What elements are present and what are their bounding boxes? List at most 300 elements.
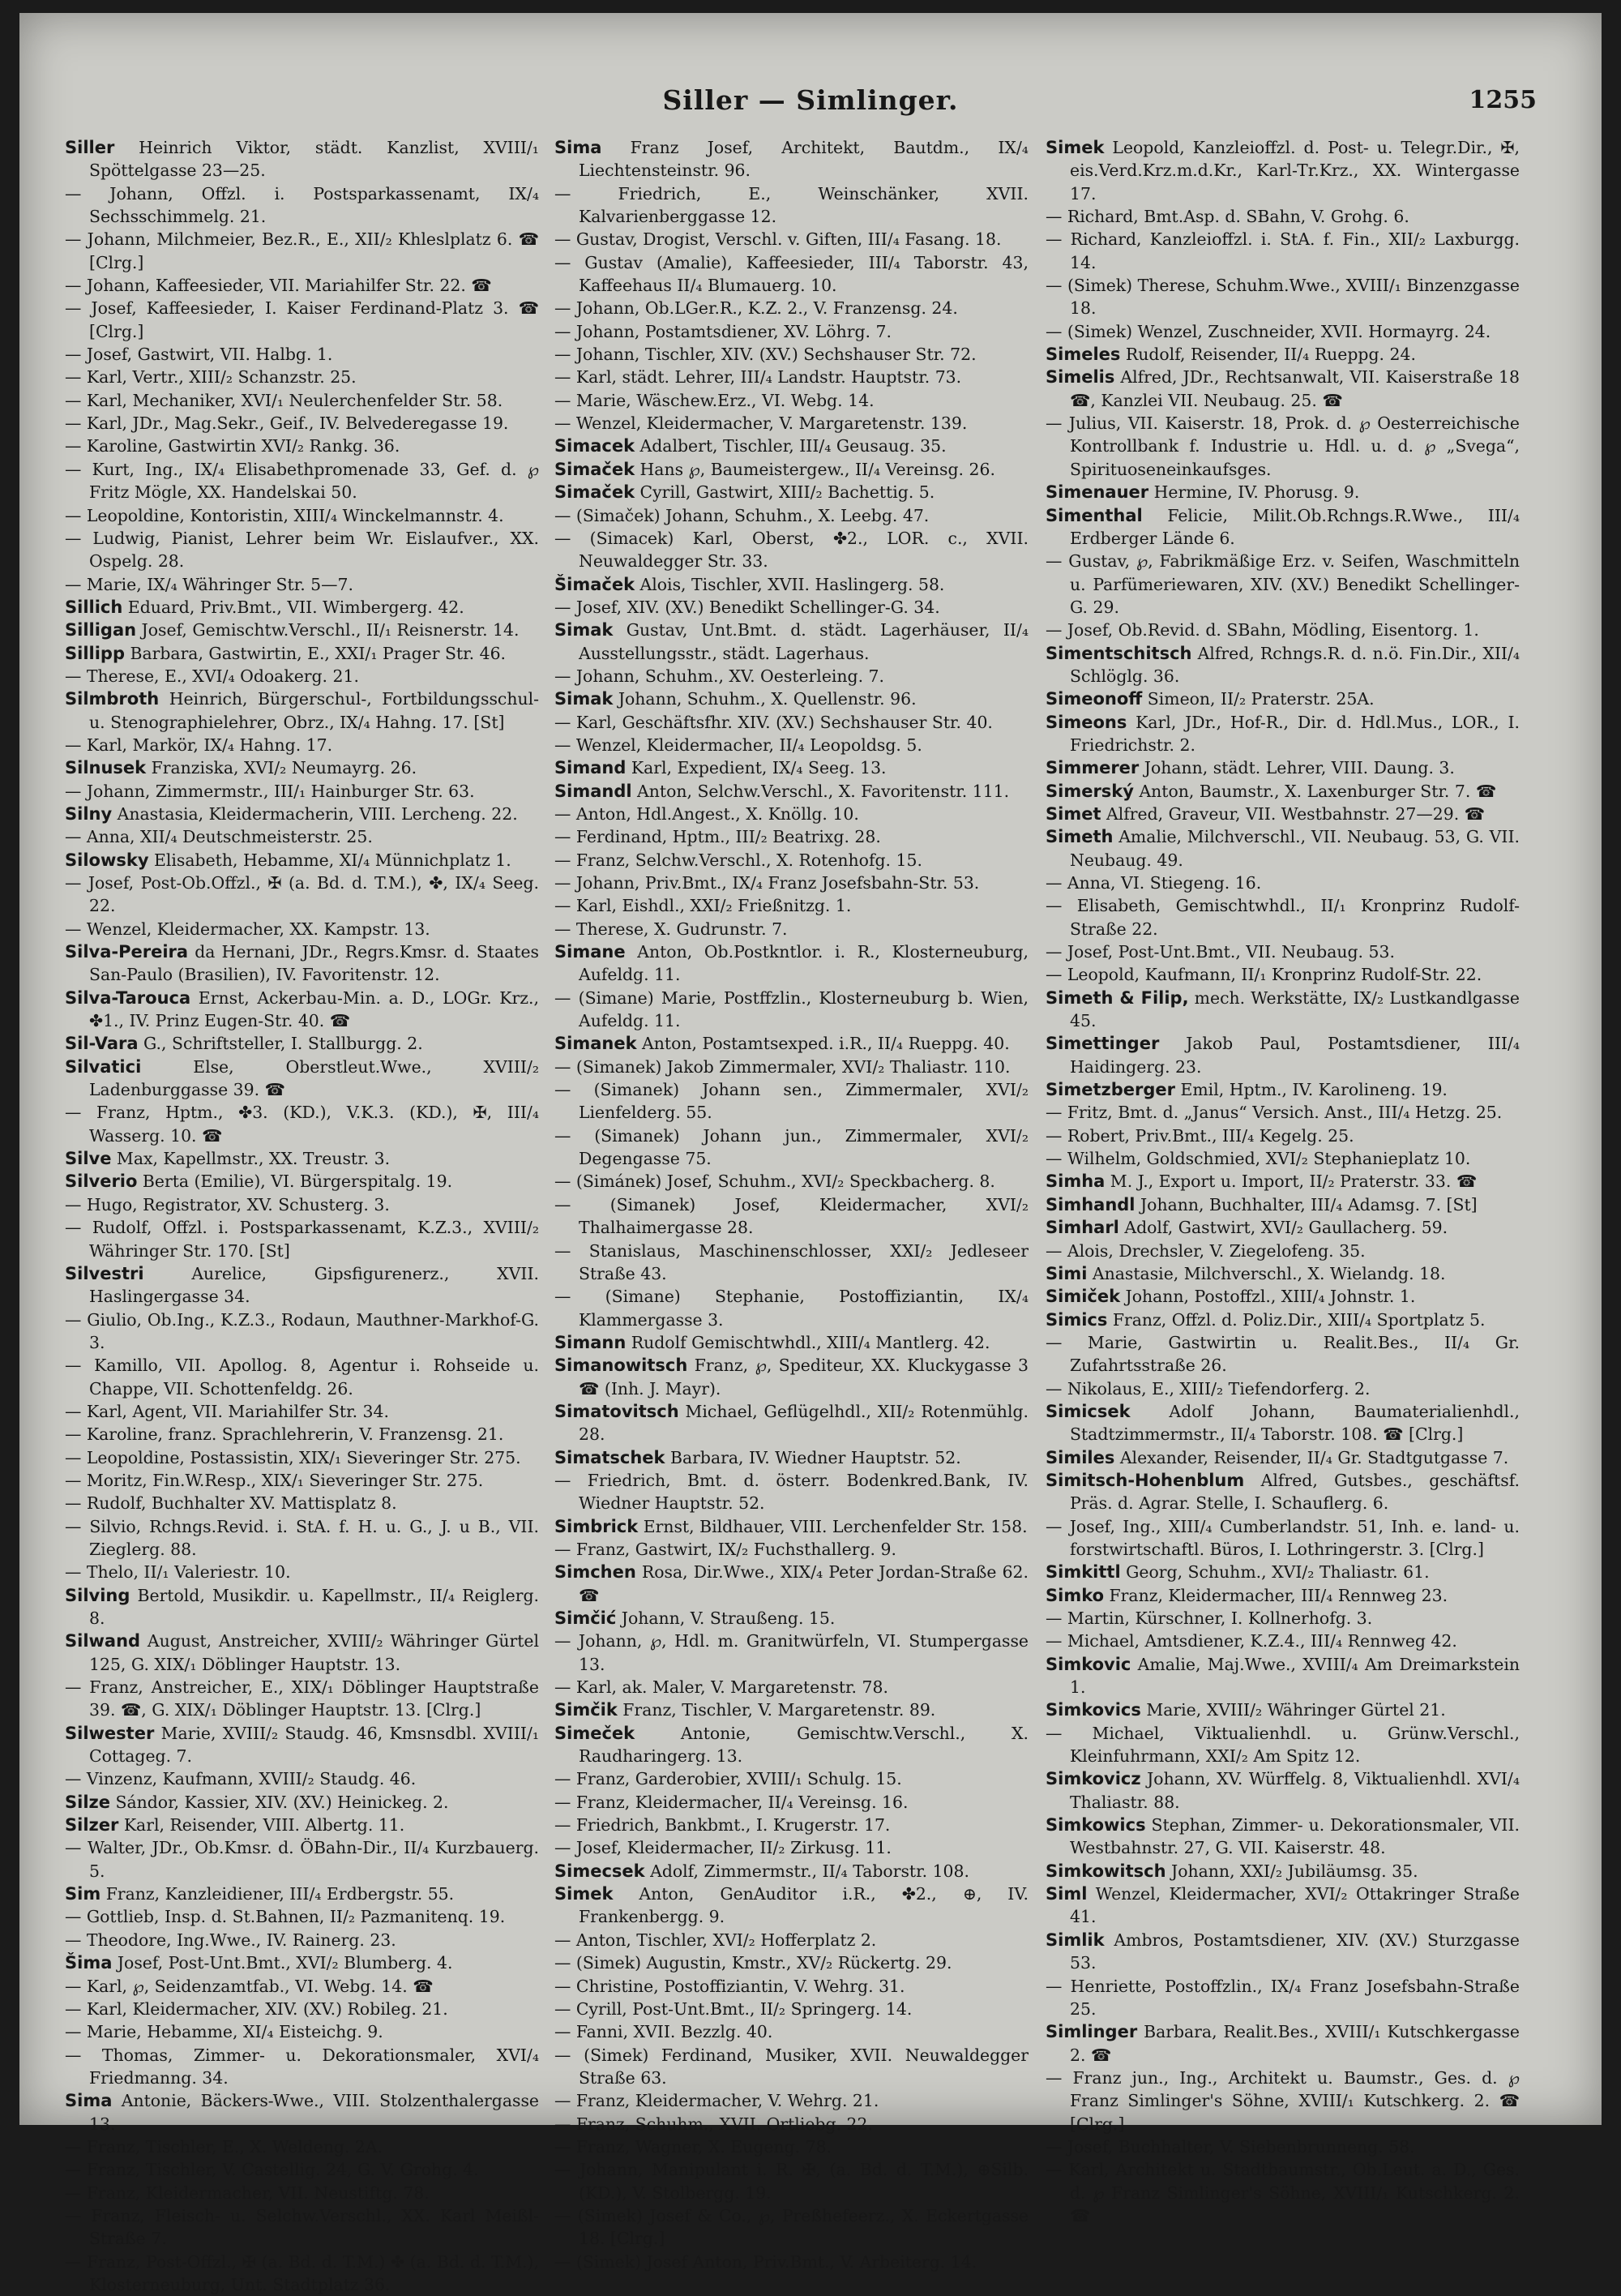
directory-entry (1046, 1883, 1520, 1929)
directory-entry (1046, 756, 1520, 779)
entry-surname: Šimaček (554, 574, 635, 594)
directory-entry (554, 825, 1029, 848)
entry-surname: Simeček (554, 1723, 635, 1743)
directory-entry (65, 940, 539, 987)
directory-entry (554, 366, 1029, 388)
entry-surname: Simettinger (1046, 1034, 1160, 1054)
directory-entry (554, 1998, 1029, 2020)
directory-entry (554, 756, 1029, 779)
entry-surname: Simkittl (1046, 1562, 1121, 1583)
entry-surname: Silowsky (65, 850, 149, 870)
entry-text: — Karl, städt. Lehrer, III/₄ Landstr. Hauptstr. 73. (554, 367, 962, 388)
entry-text: — Johann, Zimmermstr., III/₁ Hainburger Str. 63. (65, 781, 475, 801)
directory-entry (65, 1630, 539, 1676)
entry-text: — Franz, Tischler, E., X. Weldeng. 2A. (65, 2136, 383, 2157)
directory-entry (1046, 1309, 1520, 1331)
entry-text: — Anton, Tischler, XVI/₂ Hofferplatz 2. (554, 1930, 877, 1950)
directory-entry (1046, 1561, 1520, 1583)
directory-entry (65, 1929, 539, 1951)
directory-entry (554, 481, 1029, 503)
directory-entry (554, 987, 1029, 1033)
directory-entry (65, 1883, 539, 1905)
directory-entry (554, 1032, 1029, 1055)
entry-text: — Josef, Kaffeesieder, I. Kaiser Ferdinand-Platz 3. ☎ [Clrg.] (65, 298, 539, 341)
directory-entry (554, 803, 1029, 825)
entry-text: Berta (Emilie), VI. Bürgerspitalg. 19. (137, 1172, 453, 1192)
directory-entry (554, 1561, 1029, 1607)
entry-text: Johann, XXI/₂ Jubiläumsg. 35. (1165, 1861, 1418, 1881)
directory-entry (65, 2182, 539, 2204)
entry-surname: Silwester (65, 1723, 155, 1743)
directory-entry (554, 894, 1029, 917)
directory-entry (554, 1354, 1029, 1400)
directory-entry (554, 1469, 1029, 1515)
directory-entry (65, 297, 539, 343)
directory-entry (554, 2089, 1029, 2112)
entry-text: — Johann, ℘, Hdl. m. Granitwürfeln, VI. Stumpergasse 13. (554, 1631, 1029, 1674)
entry-text: — Franz, Anstreicher, E., XIX/₁ Döblinger Hauptstraße 39. ☎, G. XIX/₁ Döblinger Hauptstr. 13. [Clrg.] (65, 1677, 539, 1720)
directory-entry (65, 2089, 539, 2135)
entry-text: Gustav, Unt.Bmt. d. städt. Lagerhäuser, II/₄ Ausstellungsstr., städt. Lagerhaus. (579, 620, 1029, 663)
page-title: Siller — Simlinger. (662, 84, 959, 116)
directory-entry (554, 1446, 1029, 1469)
directory-entry (554, 228, 1029, 251)
directory-entry (1046, 320, 1520, 343)
entry-text: — Rudolf, Offzl. i. Postsparkassenamt, K.Z.3., XVIII/₂ Währinger Str. 170. [St] (65, 1218, 539, 1261)
entry-text: Anton, Baumstr., X. Laxenburger Str. 7. ☎ (1133, 781, 1497, 801)
entry-text: — Johann, Offzl. i. Postsparkassenamt, IX/₄ Sechsschimmelg. 21. (65, 183, 539, 227)
entry-surname: Sillipp (65, 643, 125, 663)
entry-surname: Simiček (1046, 1287, 1121, 1307)
entry-text: Barbara, Realit.Bes., XVIII/₁ Kutschkergasse 2. ☎ (1070, 2022, 1520, 2065)
entry-text: Else, Oberstleut.Wwe., XVIII/₂ Ladenburggasse 39. ☎ (89, 1056, 539, 1100)
directory-entry (554, 343, 1029, 366)
entry-text: Cyrill, Gastwirt, XIII/₂ Bachettig. 5. (635, 482, 935, 503)
entry-text: — Franz, Schuhm., XVII. Ortliebg. 22. (554, 2114, 873, 2134)
directory-entry (65, 2251, 539, 2296)
directory-entry (65, 389, 539, 412)
entry-surname: Simacek (554, 436, 635, 456)
entry-text: Hans ℘, Baumeistergew., II/₄ Vereinsg. 26. (635, 459, 995, 479)
directory-entry (65, 803, 539, 825)
entry-text: — Karl, ℘, Seidenzamtfab., VI. Webg. 14. ☎ (65, 1976, 434, 1996)
directory-entry (1046, 1377, 1520, 1400)
entry-surname: Simmerer (1046, 758, 1140, 778)
entry-text: — Johann, Tischler, XIV. (XV.) Sechshauser Str. 72. (554, 345, 977, 365)
entry-surname: Simitsch-Hohenblum (1046, 1470, 1245, 1490)
directory-entry (1046, 274, 1520, 320)
entry-text: Adolf, Zimmermstr., II/₄ Taborstr. 108. (644, 1861, 969, 1881)
directory-entry (65, 1492, 539, 1514)
directory-entry (1046, 1147, 1520, 1170)
entry-text: — Anna, XII/₄ Deutschmeisterstr. 25. (65, 827, 373, 847)
entry-text: — Franz, Kleidermacher, V. Wehrg. 21. (554, 2091, 879, 2111)
directory-entry (554, 1767, 1029, 1790)
entry-surname: Silny (65, 803, 113, 824)
entry-text: M. J., Export u. Import, II/₂ Praterstr. 33. ☎ (1105, 1172, 1478, 1192)
entry-text: — Karoline, Gastwirtin XVI/₂ Rankg. 36. (65, 436, 400, 456)
entry-surname: Simecsek (554, 1861, 645, 1881)
directory-entry (1046, 1240, 1520, 1262)
entry-text: Franz, Kanzleidiener, III/₄ Erdbergstr. 55. (101, 1884, 455, 1904)
directory-entry (554, 1630, 1029, 1676)
directory-entry (554, 2204, 1029, 2251)
entry-text: Eduard, Priv.Bmt., VII. Wimbergerg. 42. (122, 597, 464, 617)
directory-entry (65, 665, 539, 688)
entry-text: Adolf, Gastwirt, XVI/₂ Gaullacherg. 59. (1118, 1218, 1448, 1238)
entry-surname: Šima (65, 1953, 113, 1973)
entry-text: Adalbert, Tischler, III/₄ Geusaug. 35. (635, 436, 947, 456)
directory-entry (65, 1101, 539, 1147)
entry-surname: Simko (1046, 1585, 1105, 1605)
directory-entry (1046, 1722, 1520, 1768)
entry-text: — Elisabeth, Gemischtwhdl., II/₁ Kronprinz Rudolf-Straße 22. (1046, 896, 1520, 939)
entry-text: Ernst, Ackerbau-Min. a. D., LOGr. Krz., ✤1., IV. Prinz Eugen-Str. 40. ☎ (89, 987, 539, 1031)
entry-text: — (Simanek) Johann sen., Zimmermaler, XVI/₂ Lienfelderg. 55. (554, 1080, 1029, 1123)
entry-text: — Josef, Ing., XIII/₄ Cumberlandstr. 51, Inh. e. land- u. forstwirtschaftl. Büros, I. Lothringerstr. 3. [Clrg.] (1046, 1516, 1520, 1559)
entry-text: — Vinzenz, Kaufmann, XVIII/₂ Staudg. 46. (65, 1769, 417, 1789)
directory-entry (65, 918, 539, 940)
entry-text: — Kamillo, VII. Apollog. 8, Agentur i. Rohseide u. Chappe, VII. Schottenfeldg. 26. (65, 1356, 539, 1399)
entry-surname: Simeonoff (1046, 689, 1143, 709)
directory-entry (554, 2158, 1029, 2204)
entry-text: — (Simek) Therese, Schuhm.Wwe., XVIII/₁ Binzenzgasse 18. (1046, 276, 1520, 319)
directory-entry (65, 849, 539, 872)
entry-text: — Franz, Hptm., ✤3. (KD.), V.K.3. (KD.), ✠, III/₄ Wasserg. 10. ☎ (65, 1103, 539, 1146)
directory-entry (554, 1836, 1029, 1859)
directory-entry (65, 642, 539, 665)
entry-surname: Simek (1046, 138, 1105, 157)
entry-surname: Silva-Pereira (65, 942, 189, 962)
entry-text: Franz, ℘, Spediteur, XX. Kluckygasse 3 ☎ (Inh. J. Mayr). (579, 1356, 1029, 1399)
entry-text: — Karoline, franz. Sprachlehrerin, V. Franzensg. 21. (65, 1424, 504, 1445)
entry-surname: Simand (554, 758, 627, 778)
entry-text: Karl, JDr., Hof-R., Dir. d. Hdl.Mus., LOR., I. Friedrichstr. 2. (1070, 712, 1520, 755)
entry-text: Wenzel, Kleidermacher, XVI/₂ Ottakringer Straße 41. (1070, 1884, 1520, 1927)
entry-text: Simeon, II/₂ Praterstr. 25A. (1142, 689, 1375, 709)
entry-text: — Karl, JDr., Mag.Sekr., Geif., IV. Belvederegasse 19. (65, 413, 509, 434)
directory-entry (65, 573, 539, 596)
directory-entry (554, 1193, 1029, 1240)
entry-text: Aurelice, Gipsfigurenerz., XVII. Haslingergasse 34. (89, 1263, 539, 1307)
entry-surname: Simeth & Filip, (1046, 987, 1189, 1008)
entry-text: Antonie, Gemischtw.Verschl., X. Raudharingerg. 13. (579, 1723, 1029, 1767)
directory-entry (554, 711, 1029, 734)
directory-entry (1046, 803, 1520, 825)
entry-text: — Franz, Wagner, X. Eugeng. 78. (554, 2136, 832, 2157)
directory-entry (65, 780, 539, 803)
directory-entry (1046, 228, 1520, 274)
directory-entry (65, 1193, 539, 1216)
directory-entry (65, 734, 539, 756)
entry-surname: Simbrick (554, 1516, 639, 1536)
directory-entry (554, 1285, 1029, 1331)
entry-text: Ernst, Bildhauer, VIII. Lerchenfelder Str. 158. (638, 1516, 1028, 1536)
entry-text: — (Simek) Augustin, Kmstr., XV/₂ Rückertg. 29. (554, 1953, 952, 1973)
entry-surname: Simandl (554, 781, 632, 801)
entry-text: — (Simek) Josef & Co., ℘, Preßhefeerz., X. Eckertgasse 18. [Clrg.] (554, 2205, 1029, 2249)
directory-entry (1046, 1698, 1520, 1721)
entry-text: Franziska, XVI/₂ Neumayrg. 26. (146, 758, 417, 778)
entry-text: G., Schriftsteller, I. Stallburgg. 2. (138, 1034, 423, 1054)
directory-entry (65, 412, 539, 435)
directory-entry (1046, 711, 1520, 757)
directory-entry (554, 136, 1029, 182)
directory-entry (554, 1607, 1029, 1630)
entry-text: — Josef, Buchhalter, V. Siebenbrunneng. 58. (1046, 2136, 1415, 2157)
entry-surname: Simkowitsch (1046, 1861, 1166, 1881)
entry-text: — Johann, Ob.LGer.R., K.Z. 2., V. Franzensg. 24. (554, 298, 958, 319)
entry-surname: Simatovitsch (554, 1401, 679, 1421)
entry-text: Marie, XVIII/₂ Währinger Gürtel 21. (1140, 1700, 1446, 1720)
directory-entry (1046, 2135, 1520, 2158)
entry-surname: Silvatici (65, 1056, 142, 1077)
entry-text: — Karl, Eishdl., XXI/₂ Frießnitzg. 1. (554, 896, 852, 916)
directory-entry (1046, 1767, 1520, 1814)
entry-text: — Ludwig, Pianist, Lehrer beim Wr. Eislaufver., XX. Ospelg. 28. (65, 528, 539, 572)
entry-text: — Marie, Gastwirtin u. Realit.Bes., II/₄ Gr. Zufahrtsstraße 26. (1046, 1332, 1520, 1376)
entry-text: — Richard, Bmt.Asp. d. SBahn, V. Grohg. 6. (1046, 207, 1409, 227)
entry-text: — Julius, VII. Kaiserstr. 18, Prok. d. ℘ Oesterreichische Kontrollbank f. Industrie u. Hdl. u. d. ℘ „Svega“, Spirituoseneinkaufsges. (1046, 413, 1520, 479)
entry-text: — (Simánek) Josef, Schuhm., XVI/₂ Speckbacherg. 8. (554, 1172, 995, 1192)
entry-text: Amalie, Maj.Wwe., XVIII/₄ Am Dreimarkstein 1. (1070, 1654, 1520, 1698)
entry-text: Rosa, Dir.Wwe., XIX/₄ Peter Jordan-Straße 62. ☎ (579, 1562, 1029, 1605)
directory-entry (65, 1767, 539, 1790)
directory-entry (1046, 1515, 1520, 1561)
directory-entry (1046, 1124, 1520, 1147)
entry-text: Johann, V. Straußeng. 15. (616, 1608, 836, 1628)
entry-text: Max, Kapellmstr., XX. Treustr. 3. (111, 1149, 391, 1169)
entry-text: — (Simanek) Johann jun., Zimmermaler, XVI/₂ Degengasse 75. (554, 1125, 1029, 1169)
entry-text: — Fanni, XVII. Bezzlg. 40. (554, 2022, 773, 2042)
directory-entry (554, 251, 1029, 298)
entry-surname: Simeth (1046, 827, 1114, 847)
entry-surname: Simhandl (1046, 1194, 1136, 1214)
directory-entry (554, 940, 1029, 987)
directory-entry (65, 2204, 539, 2251)
directory-entry (65, 825, 539, 848)
directory-entry (65, 274, 539, 297)
entry-surname: Simharl (1046, 1218, 1119, 1238)
directory-entry (1046, 2158, 1520, 2227)
column-1 (65, 136, 539, 2294)
directory-entry (1046, 1653, 1520, 1699)
entry-text: — Leopoldine, Kontoristin, XIII/₄ Winckelmannstr. 4. (65, 505, 504, 525)
entry-text: — Johann, Schuhm., XV. Oesterleing. 7. (554, 666, 885, 686)
entry-text: — Rudolf, Buchhalter XV. Mattisplatz 8. (65, 1493, 397, 1514)
directory-entry (65, 1400, 539, 1423)
entry-text: — Thomas, Zimmer- u. Dekorationsmaler, XVI/₄ Friedmanng. 34. (65, 2045, 539, 2088)
directory-entry (554, 389, 1029, 412)
entry-text: Franz, Offzl. d. Poliz.Dir., XIII/₄ Sportplatz 5. (1107, 1309, 1486, 1330)
entry-surname: Simics (1046, 1309, 1108, 1330)
entry-text: Josef, Gemischtw.Verschl., II/₁ Reisnerstr. 14. (136, 620, 520, 640)
entry-surname: Siller (65, 138, 115, 157)
directory-entry (554, 1860, 1029, 1883)
entry-text: — (Simane) Marie, Postffzlin., Klosterneuburg b. Wien, Aufeldg. 11. (554, 987, 1029, 1031)
directory-entry (65, 2135, 539, 2158)
entry-text: — Anton, Hdl.Angest., X. Knöllg. 10. (554, 803, 859, 824)
directory-entry (1046, 1285, 1520, 1308)
entry-surname: Silve (65, 1149, 112, 1169)
directory-entry (65, 619, 539, 641)
entry-surname: Silmbroth (65, 689, 160, 709)
directory-entry (65, 688, 539, 734)
directory-entry (1046, 1262, 1520, 1285)
page-header (19, 84, 1602, 125)
directory-entry (65, 182, 539, 229)
entry-surname: Simet (1046, 803, 1101, 824)
entry-text: — Karl, ak. Maler, V. Margaretenstr. 78. (554, 1677, 888, 1698)
page-number: 1255 (1469, 86, 1537, 114)
entry-text: — Josef, XIV. (XV.) Benedikt Schellinger-G. 34. (554, 597, 940, 617)
directory-entry (65, 1423, 539, 1446)
directory-entry (65, 136, 539, 182)
directory-entry (1046, 550, 1520, 619)
entry-text: Felicie, Milit.Ob.Rchngs.R.Wwe., III/₄ Erdberger Lände 6. (1070, 505, 1520, 548)
directory-entry (65, 1216, 539, 1262)
entry-text: Anton, Ob.Postkntlor. i. R., Klosterneuburg, Aufeldg. 11. (579, 942, 1029, 985)
directory-entry (1046, 1078, 1520, 1101)
entry-text: — Cyrill, Post-Unt.Bmt., II/₂ Springerg. 14. (554, 1998, 913, 2019)
entry-text: — Karl, Kleidermacher, XIV. (XV.) Robileg. 21. (65, 1998, 448, 2019)
entry-text: — Friedrich, E., Weinschänker, XVII. Kalvarienberggasse 12. (554, 183, 1029, 227)
entry-surname: Simane (554, 942, 626, 962)
directory-entry (554, 596, 1029, 619)
entry-text: — Gottlieb, Insp. d. St.Bahnen, II/₂ Pazmanitenq. 19. (65, 1907, 506, 1927)
directory-entry (554, 780, 1029, 803)
directory-entry (554, 435, 1029, 457)
directory-entry (554, 1814, 1029, 1836)
directory-entry (65, 1905, 539, 1928)
directory-entry (65, 596, 539, 619)
entry-text: — (Simanek) Josef, Kleidermacher, XVI/₂ Thalhaimergasse 28. (554, 1194, 1029, 1238)
entry-text: Anton, Selchw.Verschl., X. Favoritenstr. 111. (631, 781, 1010, 801)
entry-text: Hermine, IV. Phorusg. 9. (1148, 482, 1360, 503)
entry-text: — Johann, Priv.Bmt., IX/₄ Franz Josefsbahn-Str. 53. (554, 873, 980, 893)
entry-surname: Simak (554, 620, 614, 640)
directory-entry (554, 1791, 1029, 1814)
entry-text: — Karl, Vertr., XIII/₂ Schanzstr. 25. (65, 367, 357, 388)
entry-surname: Simicsek (1046, 1401, 1131, 1421)
entry-text: Elisabeth, Hebamme, XI/₄ Münnichplatz 1. (148, 850, 511, 870)
entry-text: Michael, Geflügelhdl., XII/₂ Rotenmühlg. 28. (579, 1401, 1029, 1445)
entry-text: — Leopoldine, Postassistin, XIX/₁ Sieveringer Str. 275. (65, 1447, 521, 1467)
entry-text: — Marie, IX/₄ Währinger Str. 5—7. (65, 574, 353, 594)
directory-entry (554, 2113, 1029, 2135)
directory-entry (1046, 412, 1520, 481)
directory-entry (554, 872, 1029, 894)
entry-text: — Franz, Gastwirt, IX/₂ Fuchsthallerg. 9. (554, 1539, 896, 1559)
entry-text: Ambros, Postamtsdiener, XIV. (XV.) Sturzgasse 53. (1070, 1930, 1520, 1973)
entry-surname: Sima (554, 138, 602, 157)
entry-text: — Marie, Hebamme, XI/₄ Eisteichg. 9. (65, 2022, 383, 2042)
entry-text: Adolf Johann, Baumaterialienhdl., Stadtzimmermstr., II/₄ Taborstr. 108. ☎ [Clrg.] (1070, 1401, 1520, 1445)
entry-text: Rudolf Gemischtwhdl., XIII/₄ Mantlerg. 42. (626, 1332, 990, 1352)
entry-text: — Franz, Selchw.Verschl., X. Rotenhofg. 15. (554, 850, 922, 870)
directory-entry (554, 458, 1029, 481)
directory-entry (1046, 1975, 1520, 2021)
directory-entry (1046, 1814, 1520, 1860)
entry-text: — Hugo, Registrator, XV. Schusterg. 3. (65, 1194, 390, 1214)
entry-text: — Gustav, ℘, Fabrikmäßige Erz. v. Seifen, Waschmitteln u. Parfümeriewaren, XIV. (XV.) Benedikt Schellinger-G. 29. (1046, 551, 1520, 617)
directory-entry (65, 435, 539, 457)
entry-surname: Silving (65, 1585, 130, 1605)
entry-text: — Johann, Postamtsdiener, XV. Löhrg. 7. (554, 321, 892, 341)
entry-text: — (Simek) Ferdinand, Musiker, XVII. Neuwaldegger Straße 63. (554, 2045, 1029, 2088)
entry-text: Bertold, Musikdir. u. Kapellmstr., II/₄ Reiglerg. 8. (89, 1585, 539, 1628)
entry-text: Amalie, Milchverschl., VII. Neubaug. 53, G. VII. Neubaug. 49. (1070, 827, 1520, 870)
directory-entry (554, 412, 1029, 435)
entry-surname: Simkovic (1046, 1654, 1131, 1674)
entry-surname: Sil-Vara (65, 1034, 139, 1054)
directory-entry (65, 343, 539, 366)
directory-entry (554, 665, 1029, 688)
entry-surname: Similes (1046, 1447, 1115, 1467)
directory-entry (1046, 1032, 1520, 1078)
directory-entry (554, 1240, 1029, 1286)
entry-text: Anastasie, Milchverschl., X. Wielandg. 18. (1087, 1263, 1446, 1283)
entry-surname: Silze (65, 1792, 110, 1812)
entry-surname: Simatschek (554, 1447, 665, 1467)
directory-entry (65, 987, 539, 1033)
entry-surname: Simaček (554, 459, 635, 479)
directory-entry (1046, 963, 1520, 986)
entry-text: Johann, Buchhalter, III/₄ Adamsg. 7. [St] (1135, 1194, 1478, 1214)
directory-entry (1046, 619, 1520, 641)
entry-text: mech. Werkstätte, IX/₂ Lustkandlgasse 45. (1070, 987, 1520, 1031)
directory-entry (65, 1262, 539, 1309)
directory-entry (65, 1032, 539, 1055)
directory-entry (1046, 481, 1520, 503)
entry-surname: Simkovics (1046, 1700, 1141, 1720)
directory-entry (65, 1998, 539, 2020)
entry-surname: Silligan (65, 620, 137, 640)
directory-entry (65, 1469, 539, 1492)
entry-surname: Silzer (65, 1815, 119, 1836)
directory-entry (65, 1354, 539, 1400)
entry-text: Franz Josef, Architekt, Bautdm., IX/₄ Liechtensteinstr. 96. (579, 138, 1029, 181)
entry-surname: Simha (1046, 1172, 1106, 1192)
entry-surname: Simčić (554, 1608, 617, 1628)
entry-surname: Silnusek (65, 758, 147, 778)
entry-text: — (Simaček) Johann, Schuhm., X. Leebg. 47. (554, 505, 930, 525)
directory-entry (554, 1722, 1029, 1768)
directory-entry (1046, 1170, 1520, 1193)
directory-entry (554, 1056, 1029, 1078)
entry-surname: Simčik (554, 1700, 618, 1720)
entry-text: Johann, städt. Lehrer, VIII. Daung. 3. (1139, 758, 1455, 778)
entry-text: — Richard, Kanzleioffzl. i. StA. f. Fin., XII/₂ Laxburgg. 14. (1046, 229, 1520, 272)
entry-text: — Johann, Manipulant i. R. ✠, (a. Bd. d. T.M.), ⊕Silb. (KD.), V. Stolbergg. 19. (554, 2160, 1029, 2203)
entry-text: Marie, XVIII/₂ Staudg. 46, Kmsnsdbl. XVIII/₁ Cottageg. 7. (89, 1723, 539, 1767)
entry-text: — Wenzel, Kleidermacher, V. Margaretenstr. 139. (554, 413, 968, 434)
entry-surname: Simaček (554, 482, 635, 503)
entry-text: — Leopold, Kaufmann, II/₁ Kronprinz Rudolf-Str. 22. (1046, 965, 1482, 985)
directory-entry (554, 1170, 1029, 1193)
entry-text: — Stanislaus, Maschinenschlosser, XXI/₂ Jedleseer Straße 43. (554, 1240, 1029, 1283)
directory-entry (554, 1698, 1029, 1721)
entry-text: — Kurt, Ing., IX/₄ Elisabethpromenade 33, Gef. d. ℘ Fritz Mögle, XX. Handelskai 50. (65, 459, 539, 503)
entry-text: — Josef, Post-Unt.Bmt., VII. Neubaug. 53. (1046, 942, 1395, 962)
entry-text: Anastasia, Kleidermacherin, VIII. Lercheng. 22. (112, 803, 518, 824)
directory-entry (65, 1836, 539, 1883)
entry-text: — Nikolaus, E., XIII/₂ Tiefendorferg. 2. (1046, 1378, 1371, 1399)
directory-entry (65, 1722, 539, 1768)
directory-entry (1046, 642, 1520, 688)
entry-text: — Franz, Tischler, V. Castellig. 24, G. V. Grohg. 4. (65, 2160, 479, 2180)
entry-surname: Simentschitsch (1046, 643, 1192, 663)
